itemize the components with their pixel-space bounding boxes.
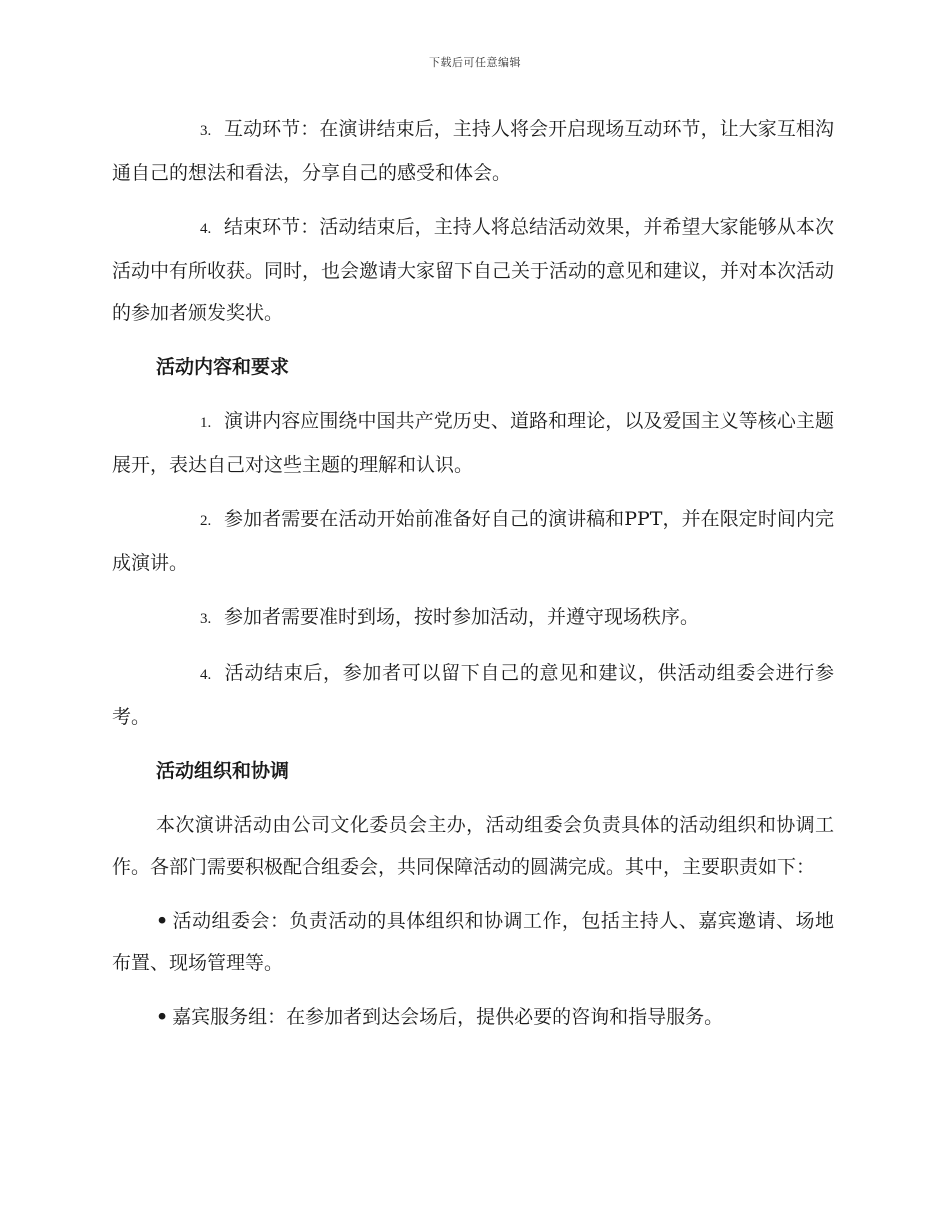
list-text: 参加者需要准时到场，按时参加活动，并遵守现场秩序。 xyxy=(224,606,700,628)
bullet-marker: • xyxy=(156,1006,169,1028)
section-heading: 活动内容和要求 xyxy=(156,356,290,378)
list-text: 活动结束后，参加者可以留下自己的意见和建议，供活动组委会进行参考。 xyxy=(112,662,834,728)
body-paragraph: 本次演讲活动由公司文化委员会主办，活动组委会负责具体的活动组织和协调工作。各部门需要积极配合组委会，共同保障活动的圆满完成。其中，主要职责如下： xyxy=(112,814,834,878)
list-number: 4. xyxy=(200,667,212,683)
list-text: 参加者需要在活动开始前准备好自己的演讲稿和PPT，并在限定时间内完成演讲。 xyxy=(112,508,834,574)
list-text: 结束环节：活动结束后，主持人将总结活动效果，并希望大家能够从本次活动中有所收获。同时，也会邀请大家留下自己关于活动的意见和建议，并对本次活动的参加者颁发奖状。 xyxy=(112,216,835,324)
list-item xyxy=(112,108,834,194)
list-item xyxy=(112,652,834,738)
list-number: 4. xyxy=(200,221,212,237)
list-text: 互动环节：在演讲结束后，主持人将会开启现场互动环节，让大家互相沟通自己的想法和看法，分享自己的感受和体会。 xyxy=(112,118,834,184)
list-number: 3. xyxy=(200,611,212,627)
section-heading: 活动组织和协调 xyxy=(156,760,290,782)
bullet-item xyxy=(112,900,834,984)
list-item xyxy=(112,206,834,334)
list-item xyxy=(112,400,834,486)
page-header: 下载后可任意编辑 xyxy=(429,56,521,69)
list-number: 3. xyxy=(200,123,212,139)
list-number: 1. xyxy=(200,415,212,431)
bullet-marker: • xyxy=(156,910,169,932)
bullet-text: 嘉宾服务组：在参加者到达会场后，提供必要的咨询和指导服务。 xyxy=(172,1006,724,1028)
bullet-text: 活动组委会：负责活动的具体组织和协调工作，包括主持人、嘉宾邀请、场地布置、现场管理等。 xyxy=(112,910,834,974)
list-number: 2. xyxy=(200,513,212,529)
list-item xyxy=(112,498,834,584)
list-text: 演讲内容应围绕中国共产党历史、道路和理论，以及爱国主义等核心主题展开，表达自己对这些主题的理解和认识。 xyxy=(112,410,834,476)
bullet-item xyxy=(112,996,834,1038)
list-item xyxy=(112,596,834,640)
document-body xyxy=(112,108,834,1050)
